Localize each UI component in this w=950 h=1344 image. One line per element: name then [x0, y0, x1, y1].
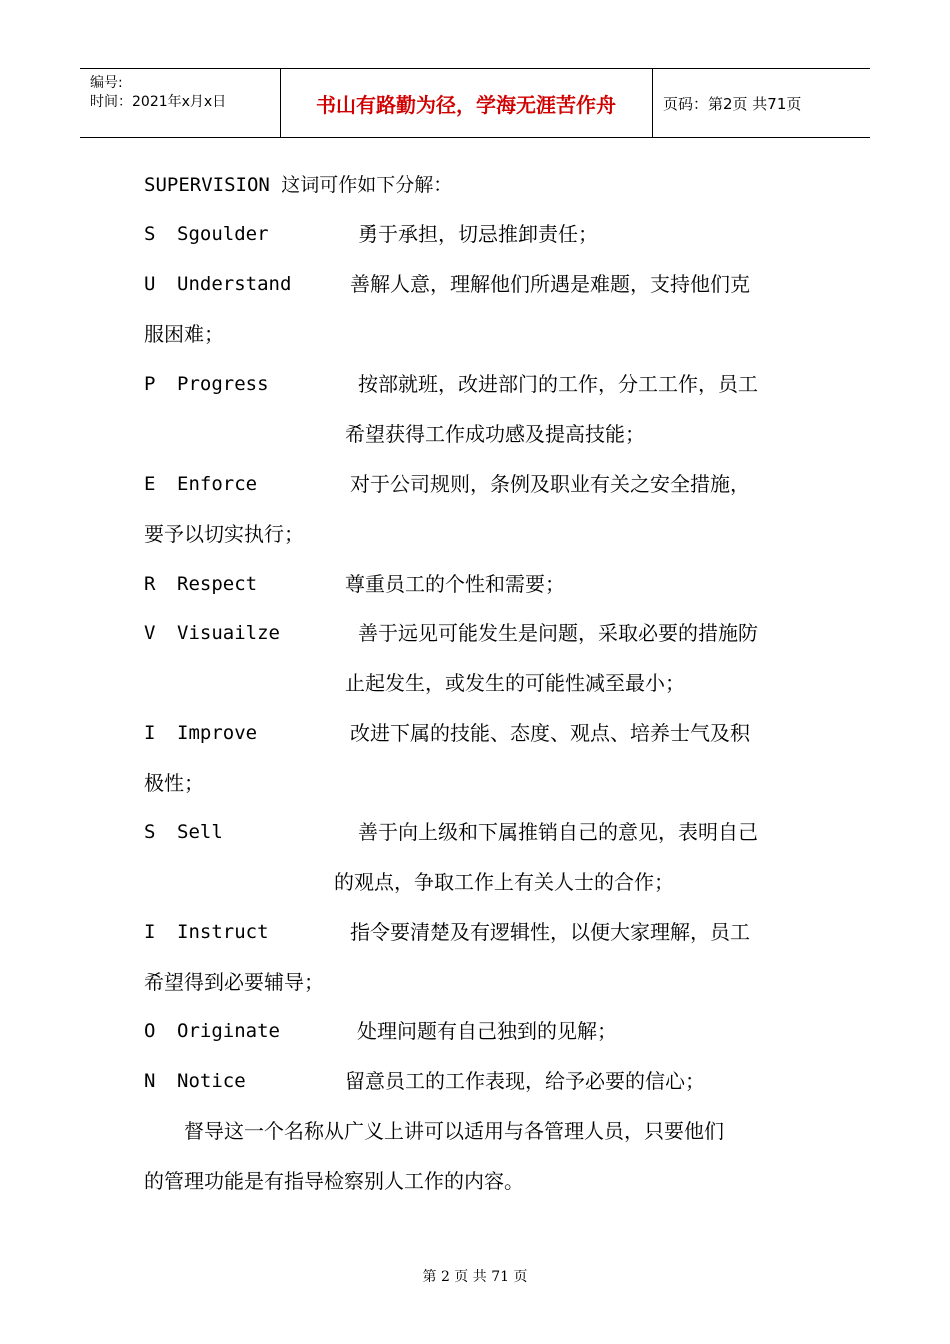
entry-description: 按部就班，改进部门的工作，分工工作，员工 [358, 372, 758, 396]
entry-letter: E [144, 473, 156, 495]
document-header [80, 68, 870, 138]
page-footer: 第 2 页 共 71 页 [422, 1269, 528, 1285]
entry-description-cont: 服困难； [144, 322, 224, 346]
entry-description: 留意员工的工作表现，给予必要的信心； [345, 1069, 705, 1093]
entry-word: Enforce [177, 473, 258, 495]
entry-letter: O [144, 1020, 156, 1042]
entry-word: Improve [177, 722, 258, 744]
entry-description: 善于远见可能发生是问题，采取必要的措施防 [358, 621, 758, 645]
entry-word: Sell [177, 821, 223, 843]
entry-letter: U [144, 273, 156, 295]
header-page-info: 页码：第2页 共71页 [663, 94, 802, 113]
entry-description: 善解人意，理解他们所遇是难题，支持他们克 [350, 272, 750, 296]
entry-letter: R [144, 573, 156, 595]
intro-line [144, 172, 452, 197]
entry-description-cont: 要予以切实执行； [144, 522, 304, 546]
entry-letter: P [144, 373, 156, 395]
entry-description: 对于公司规则，条例及职业有关之安全措施， [350, 472, 750, 496]
entry-letter: I [144, 921, 156, 943]
entry-word: Instruct [177, 921, 269, 943]
entry-description-cont: 止起发生，或发生的可能性减至最小； [345, 671, 685, 695]
entry-word: Understand [177, 273, 292, 295]
entry-word: Originate [177, 1020, 280, 1042]
entry-word: Visuailze [177, 622, 280, 644]
entry-letter: V [144, 622, 156, 644]
entry-word: Progress [177, 373, 269, 395]
closing-line-2: 的管理功能是有指导检察别人工作的内容。 [144, 1169, 524, 1193]
entry-description: 处理问题有自己独到的见解； [357, 1019, 617, 1043]
entry-word: Sgoulder [177, 223, 269, 245]
header-motto: 书山有路勤为径，学海无涯苦作舟 [280, 69, 653, 137]
entry-description: 尊重员工的个性和需要； [345, 572, 565, 596]
entry-letter: S [144, 821, 156, 843]
closing-line-1: 督导这一个名称从广义上讲可以适用与各管理人员，只要他们 [184, 1119, 724, 1143]
entry-description-cont: 希望得到必要辅导； [144, 970, 324, 994]
header-meta [80, 69, 281, 137]
entry-description: 善于向上级和下属推销自己的意见，表明自己 [358, 820, 758, 844]
entry-description-cont: 希望获得工作成功感及提高技能； [345, 422, 645, 446]
entry-letter: S [144, 223, 156, 245]
entry-description-cont: 极性； [144, 771, 204, 795]
entry-description: 勇于承担，切忌推卸责任； [358, 222, 598, 246]
date-label: 时间：2021年x月x日 [90, 94, 227, 110]
entry-description-cont: 的观点，争取工作上有关人士的合作； [334, 870, 674, 894]
number-label: 编号: [90, 75, 123, 91]
entry-description: 改进下属的技能、态度、观点、培养士气及积 [350, 721, 750, 745]
entry-word: Notice [177, 1070, 246, 1092]
entry-letter: N [144, 1070, 156, 1092]
entry-word: Respect [177, 573, 258, 595]
entry-letter: I [144, 722, 156, 744]
entry-description: 指令要清楚及有逻辑性，以便大家理解，员工 [350, 920, 750, 944]
intro-text: SUPERVISION 这词可作如下分解： [144, 174, 453, 196]
